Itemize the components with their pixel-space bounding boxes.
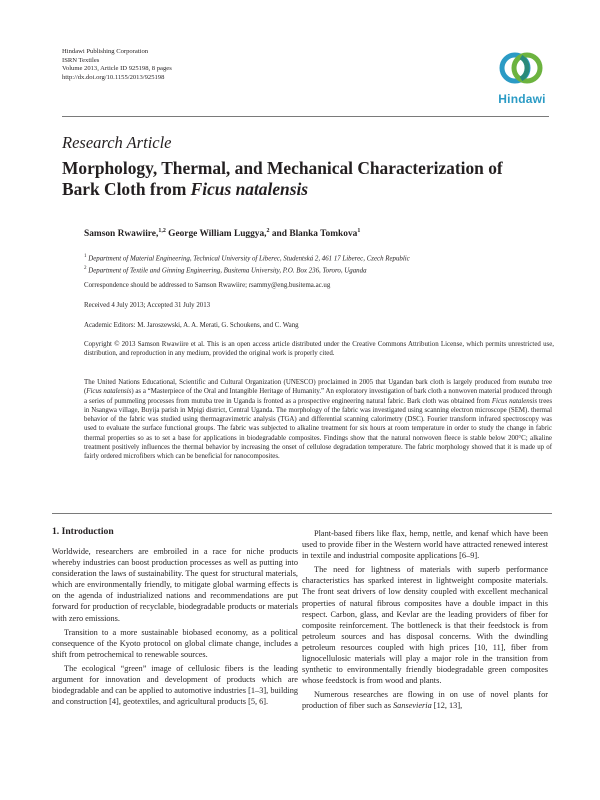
- paragraph: The ecological “green” image of cellulosic fibers is the leading argument for innovation and development of products which are biodegradable and can be applied to automotive industries [1–3], building and construction [4], geotextiles, and agricultural products [5, 6].: [52, 663, 298, 707]
- paragraph: Plant-based fibers like flax, hemp, nettle, and kenaf which have been used to provide fiber in the Western world have attracted renewed interest in textile and industrial composite applications [6–9].: [302, 529, 548, 561]
- author-3[interactable]: and Blanka Tomkova: [269, 229, 358, 240]
- publisher: Hindawi Publishing Corporation: [62, 48, 149, 55]
- hindawi-logo-text: Hindawi: [498, 92, 546, 106]
- affiliations: [84, 252, 554, 275]
- paragraph: Transition to a more sustainable biobased economy, as a political consequence of the Kyoto protocol on global climate change, includes a shift from petrochemical to renewable sources.: [52, 627, 298, 659]
- paragraph: Numerous researches are flowing in on use of novel plants for production of fiber such as Sansevieria [12, 13],: [302, 690, 548, 711]
- journal-header: [62, 48, 172, 82]
- author-1[interactable]: Samson Rwawiire,: [84, 229, 159, 240]
- abstract-divider: [52, 513, 552, 514]
- title-line-1: Morphology, Thermal, and Mechanical Characterization of: [62, 158, 503, 178]
- copyright-notice: Copyright © 2013 Samson Rwawiire et al. This is an open access article distributed under the Creative Commons Attribution License, which permits unrestricted use, distribution, and reproduction in any medium, provided the original work is properly cited.: [84, 341, 554, 358]
- article-title: [62, 158, 552, 200]
- author-list: Samson Rwawiire,$^{1,2}$ George William Luggya,$^2$ and Blanka Tomkova$^1$: [84, 228, 361, 240]
- abstract: The United Nations Educational, Scientific and Cultural Organization (UNESCO) proclaimed in 2005 that Ugandan bark cloth is largely produced from mutuba tree (Ficus natalensis) as a “Masterpiece of the Oral and Intangible Heritage of Humanity.” An exploratory investigation of bark cloth a nonwoven material produced through a series of pummeling processes from mutuba tree in Uganda is fronted as a prospective engineering natural fabric. Bark cloth was obtained from Ficus natalensis trees in Nsangwa village, Buyija parish in Mpigi district, Central Uganda. The morphology of the fabric was investigated using scanning electron microscope (SEM). thermal behavior of the fabric was studied using thermagravimetric analysis (TGA) and differential scanning calorimetry (DSC). Fourier transform infrared spectroscopy was used to evaluate the surface functional groups. The fabric was subjected to alkaline treatment for six hours at room temperature in order to study the change in fabric thermal properties so as to set a base for applications in biodegradable composites. Findings show that the natural nonwoven fleece is stable below 200°C; alkaline treatment positively influences the thermal behavior by increasing the onset of cellulose degradation temperature. The fabric morphology showed that it is made up of fairly ordered microfibers which can be beneficial for nanocomposites.: [84, 379, 553, 461]
- section-heading-introduction: 1. Introduction: [52, 526, 114, 537]
- paragraph: Worldwide, researchers are embroiled in a race for niche products whereby industries can boost production processes as well as putting into consideration the laws of sustainability. The quest for structural materials, which are environmentally friendly, to mitigate global warming effects is on the agenda of industrialized nations and recommendations are put forward for production of recyclable, biodegradable products or materials with zero emissions.: [52, 547, 298, 623]
- body-column-left: [52, 546, 298, 710]
- volume-line: Volume 2013, Article ID 925198, 8 pages: [62, 65, 172, 73]
- correspondence: Correspondence should be addressed to Samson Rwawiire; rsammy@eng.busitema.ac.ug: [84, 282, 331, 289]
- header-divider: [62, 116, 549, 117]
- title-species: Ficus natalensis: [190, 179, 309, 199]
- doi-link[interactable]: http://dx.doi.org/10.1155/2013/925198: [62, 73, 165, 81]
- author-2[interactable]: George William Luggya,: [165, 229, 267, 240]
- title-line-2: Bark Cloth from Ficus natalensis: [62, 179, 309, 199]
- academic-editors: Academic Editors: M. Jaroszewski, A. A. Merati, G. Schoukens, and C. Wang: [84, 322, 299, 329]
- received-dates: Received 4 July 2013; Accepted 31 July 2013: [84, 302, 211, 309]
- body-column-right: [302, 528, 548, 715]
- affiliation-1: $^1$ Department of Material Engineering, Technical University of Liberec, Studentská 2, 461 17 Liberec, Czech Republic: [84, 254, 410, 263]
- paragraph: The need for lightness of materials with superb performance characteristics has sparked interest in lightweight composite materials. The front seat drivers of low density coupled with excellent mechanical properties of natural fibrous composites have a double impact in this respect. Carbon, glass, and Kevlar are the leading providers of fiber for composite reinforcement. The bottleneck is that their feedstock is from petroleum sources and has disposal concerns. With the dwindling petroleum resources coupled with high prices [10, 11], fiber from lignocellulosic materials will play a major role in the transition from synthetic to environmentally friendly biodegradable green composites whose feedstock is from wood and plants.: [302, 565, 548, 686]
- article-type: Research Article: [62, 133, 172, 152]
- journal-name: ISRN Textiles: [62, 56, 100, 64]
- affiliation-2: $^2$ Department of Textile and Ginning Engineering, Busitema University, P.O. Box 236, Tororo, Uganda: [84, 265, 367, 274]
